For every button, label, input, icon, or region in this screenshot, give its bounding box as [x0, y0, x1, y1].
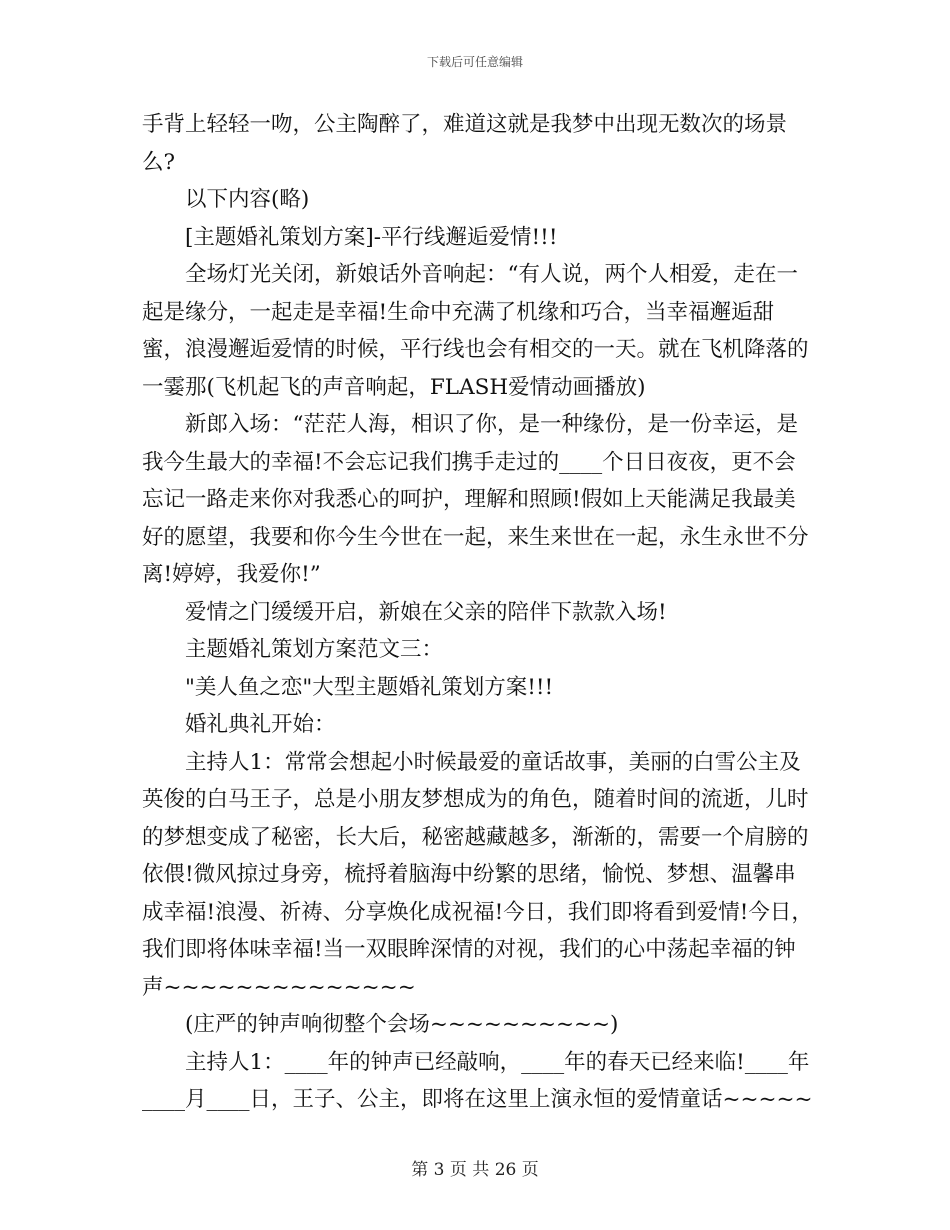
paragraph: 主持人1：常常会想起小时候最爱的童话故事，美丽的白雪公主及英俊的白马王子，总是小朋友梦想成为的角色，随着时间的流逝，儿时的梦想变成了秘密，长大后，秘密越藏越多，渐渐的，需要一个肩膀的依偎!微风掠过身旁，梳捋着脑海中纷繁的思绪，愉悦、梦想、温馨串成幸福!浪漫、祈祷、分享焕化成祝福!今日，我们即将看到爱情!今日，我们即将体味幸福!当一双眼眸深情的对视，我们的心中荡起幸福的钟声~~~~~~~~~~~~~~ — [142, 749, 813, 1000]
paragraph: [主题婚礼策划方案]-平行线邂逅爱情!!! — [185, 224, 558, 250]
paragraph: 主持人1：____年的钟声已经敲响，____年的春天已经来临!____年____月____日，王子、公主，即将在这里上演永恒的爱情童话~~~~~ — [142, 1049, 813, 1112]
page-header: 下载后可任意编辑 — [426, 55, 523, 69]
paragraph: 爱情之门缓缓开启，新娘在父亲的陪伴下款款入场! — [185, 599, 667, 625]
paragraph: 手背上轻轻一吻，公主陶醉了，难道这就是我梦中出现无数次的场景么? — [142, 112, 788, 175]
paragraph: "美人鱼之恋"大型主题婚礼策划方案!!! — [185, 674, 554, 700]
paragraph: 主题婚礼策划方案范文三： — [185, 637, 444, 662]
paragraph: (庄严的钟声响彻整个会场~~~~~~~~~~) — [185, 1012, 619, 1037]
paragraph: 新郎入场：“茫茫人海，相识了你，是一种缘份，是一份幸运，是我今生最大的幸福!不会忘记我们携手走过的____个日日夜夜，更不会忘记一路走来你对我悉心的呵护，理解和照顾!假如上天能满足我最美好的愿望，我要和你今生今世在一起，来生来世在一起，永生永世不分离!婷婷，我爱你!” — [142, 412, 809, 587]
paragraph: 全场灯光关闭，新娘话外音响起：“有人说，两个人相爱，走在一起是缘分，一起走是幸福!生命中充满了机缘和巧合，当幸福邂逅甜蜜，浪漫邂逅爱情的时候，平行线也会有相交的一天。就在飞机降落的一霎那(飞机起飞的声音响起，FLASH爱情动画播放) — [142, 262, 809, 400]
paragraph: 以下内容(略) — [185, 187, 310, 212]
page-footer: 第 3 页 共 26 页 — [411, 1160, 539, 1180]
document-body — [142, 106, 814, 1119]
paragraph: 婚礼典礼开始： — [185, 712, 336, 737]
